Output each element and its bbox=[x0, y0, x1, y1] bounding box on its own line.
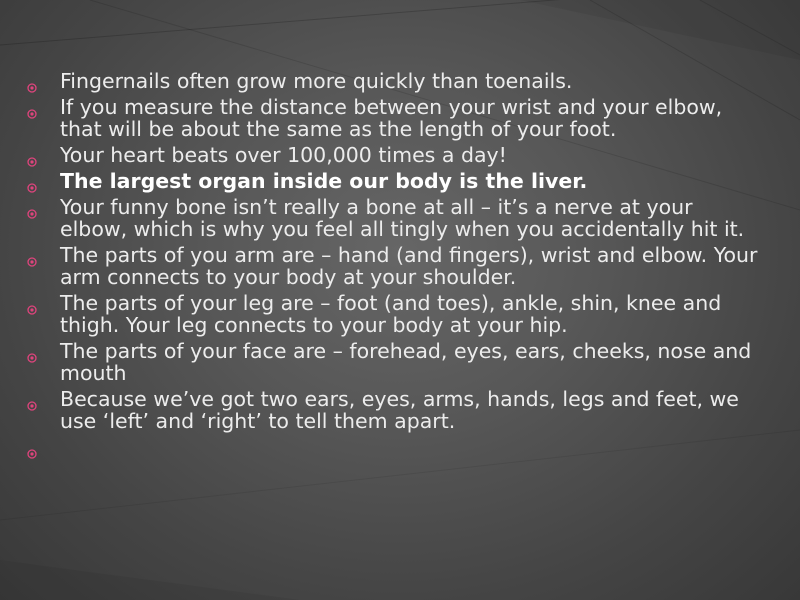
circle-target-icon bbox=[27, 101, 37, 111]
bullet-list bbox=[24, 70, 764, 432]
bullet-text: Fingernails often grow more quickly than toenails. bbox=[60, 69, 573, 93]
bullet-text: The parts of your face are – forehead, eyes, ears, cheeks, nose and mouth bbox=[60, 339, 752, 385]
bullet-item bbox=[24, 388, 764, 432]
bullet-text: Because we’ve got two ears, eyes, arms, hands, legs and feet, we use ‘left’ and ‘right’ to tell them apart. bbox=[60, 387, 739, 433]
circle-target-icon bbox=[27, 249, 37, 259]
circle-target-icon bbox=[27, 297, 37, 307]
bullet-text: The parts of you arm are – hand (and fingers), wrist and elbow. Your arm connects to your body at your shoulder. bbox=[60, 243, 758, 289]
bullet-item bbox=[24, 292, 764, 336]
circle-target-icon bbox=[27, 75, 37, 85]
bullet-text: The parts of your leg are – foot (and toes), ankle, shin, knee and thigh. Your leg connects to your body at your hip. bbox=[60, 291, 722, 337]
circle-target-icon bbox=[27, 441, 37, 451]
circle-target-icon bbox=[27, 393, 37, 403]
circle-target-icon bbox=[27, 201, 37, 211]
bullet-text: If you measure the distance between your wrist and your elbow, that will be about the same as the length of your foot. bbox=[60, 95, 723, 141]
circle-target-icon bbox=[27, 149, 37, 159]
bullet-item bbox=[24, 244, 764, 288]
bullet-text: The largest organ inside our body is the liver. bbox=[60, 169, 588, 193]
bullet-item bbox=[24, 70, 764, 92]
circle-target-icon bbox=[27, 345, 37, 355]
bullet-item bbox=[24, 340, 764, 384]
bullet-item bbox=[24, 96, 764, 140]
bullet-text: Your heart beats over 100,000 times a day! bbox=[60, 143, 507, 167]
bullet-item bbox=[24, 196, 764, 240]
bullet-text: Your funny bone isn’t really a bone at all – it’s a nerve at your elbow, which is why you feel all tingly when you accidentally hit it. bbox=[60, 195, 745, 241]
circle-target-icon bbox=[27, 175, 37, 185]
slide-body bbox=[24, 70, 764, 436]
bullet-item bbox=[24, 144, 764, 166]
bullet-item bbox=[24, 170, 764, 192]
